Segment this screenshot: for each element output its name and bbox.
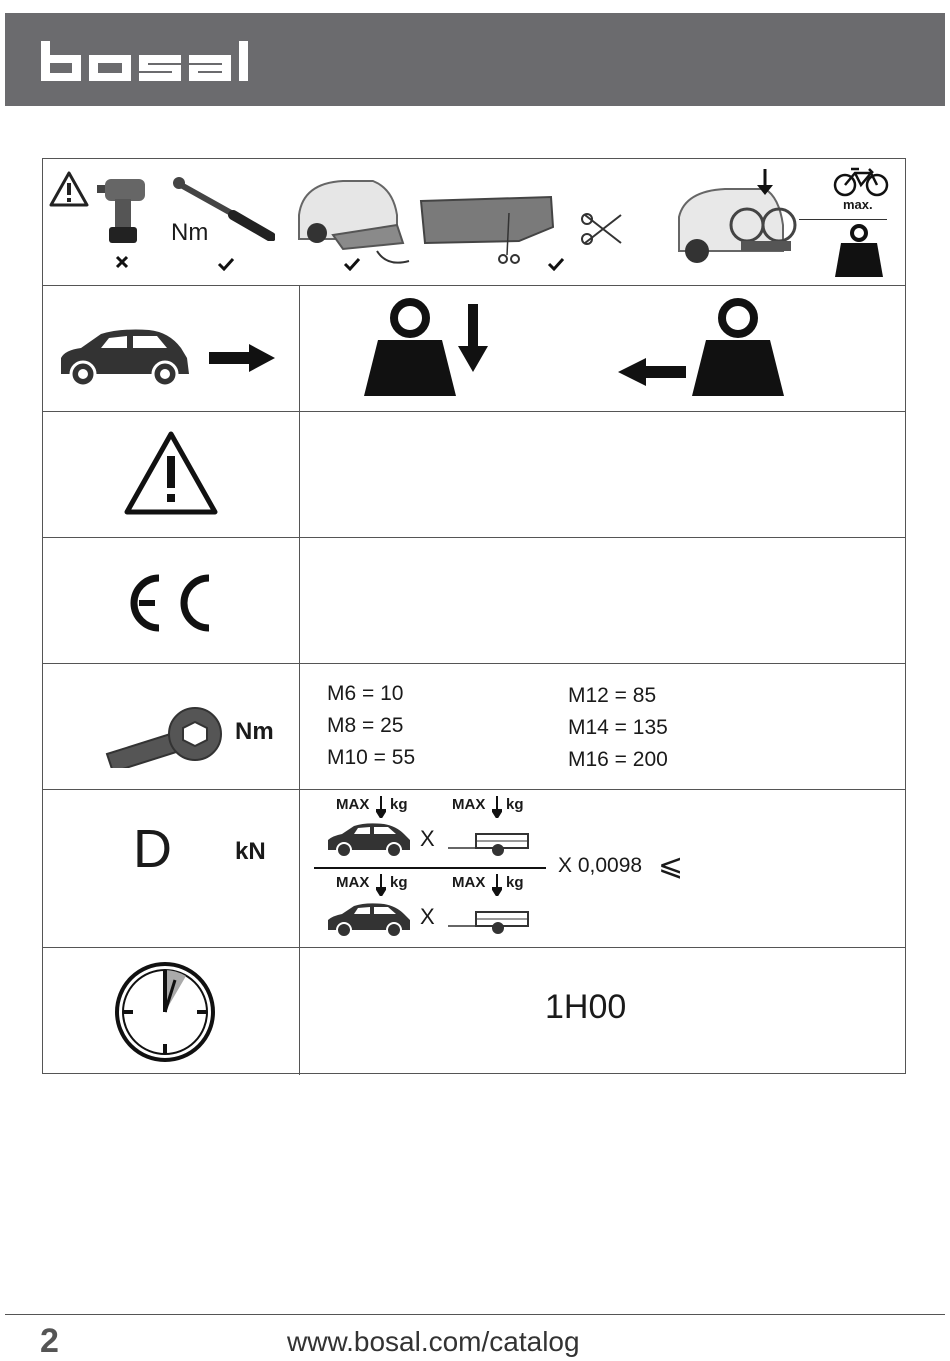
max-label: MAX [336, 796, 370, 813]
torque-value: M8 = 25 [327, 714, 404, 737]
car-small-icon [326, 902, 414, 940]
footer-divider [5, 1314, 945, 1315]
horizontal-load-icon [618, 296, 786, 400]
wrench-cell [43, 664, 300, 789]
clock-icon [113, 960, 217, 1064]
impact-drill-icon [95, 177, 147, 245]
kg-label: kg [506, 796, 524, 813]
warning-cell [43, 412, 300, 537]
tools-row [43, 159, 905, 286]
page-number: 2 [40, 1322, 59, 1360]
ce-cell [43, 538, 300, 663]
vertical-load-icon [364, 296, 498, 400]
d-unit: kN [235, 838, 266, 865]
time-value: 1H00 [545, 988, 627, 1026]
ce-mark-icon [129, 574, 215, 632]
bumper-cut-icon [419, 195, 555, 265]
load-weights-cell [300, 286, 905, 411]
instruction-table [42, 158, 906, 1074]
warning-icon [123, 430, 219, 518]
bosal-logo [41, 41, 273, 81]
max-label: MAX [336, 874, 370, 891]
car-forward-icon [57, 328, 281, 388]
weight-small-icon [833, 223, 885, 279]
header-bar [5, 13, 945, 106]
trailer-icon [446, 830, 530, 858]
torque-list-left [327, 678, 415, 774]
car-bike-carrier-icon [675, 167, 799, 267]
max-label: MAX [452, 874, 486, 891]
down-arrow-icon [376, 874, 386, 896]
kg-label: kg [506, 874, 524, 891]
torque-value: M14 = 135 [568, 716, 668, 739]
d-symbol: D [133, 819, 172, 879]
clock-cell [43, 948, 300, 1075]
divider [799, 219, 887, 220]
times-symbol: X [420, 826, 435, 851]
check-icon [343, 257, 361, 271]
torque-value: M12 = 85 [568, 684, 657, 707]
footer-url[interactable]: www.bosal.com/catalog [287, 1326, 580, 1357]
time-value-cell [300, 948, 905, 1075]
kg-label: kg [390, 874, 408, 891]
load-direction-row [43, 286, 905, 412]
load-car-cell [43, 286, 300, 411]
times-symbol: X [420, 904, 435, 929]
torque-values-cell [300, 664, 905, 789]
time-row [43, 948, 905, 1075]
down-arrow-icon [376, 796, 386, 818]
d-formula-cell [300, 790, 905, 947]
car-small-icon [326, 822, 414, 860]
torque-value: M16 = 200 [568, 748, 668, 771]
warning-small-icon [49, 171, 89, 207]
ce-text-cell [300, 538, 905, 663]
max-label: MAX [452, 796, 486, 813]
bicycle-icon [833, 167, 889, 197]
cross-icon [115, 255, 129, 269]
wrench-unit-label: Nm [235, 718, 274, 745]
bike-max-label: max. [843, 197, 873, 212]
factor-text: X 0,0098 [558, 854, 643, 877]
wrench-icon [103, 704, 223, 768]
warning-row [43, 412, 905, 538]
d-value-row [43, 790, 905, 948]
car-rear-bumper-icon [293, 175, 417, 265]
check-icon [217, 257, 235, 271]
fraction-line [314, 867, 546, 869]
down-arrow-icon [492, 874, 502, 896]
torque-list-right [568, 680, 668, 776]
warning-text-cell [300, 412, 905, 537]
down-arrow-icon [492, 796, 502, 818]
kg-label: kg [390, 796, 408, 813]
d-symbol-cell [43, 790, 300, 947]
torque-value: M10 = 55 [327, 746, 416, 769]
less-equal-symbol: ⩽ [658, 848, 684, 883]
torque-value: M6 = 10 [327, 682, 404, 705]
trailer-icon [446, 908, 530, 936]
ce-row [43, 538, 905, 664]
torque-wrench-label: Nm [171, 219, 209, 246]
scissors-icon [581, 211, 623, 247]
check-icon [547, 257, 565, 271]
torque-row [43, 664, 905, 790]
